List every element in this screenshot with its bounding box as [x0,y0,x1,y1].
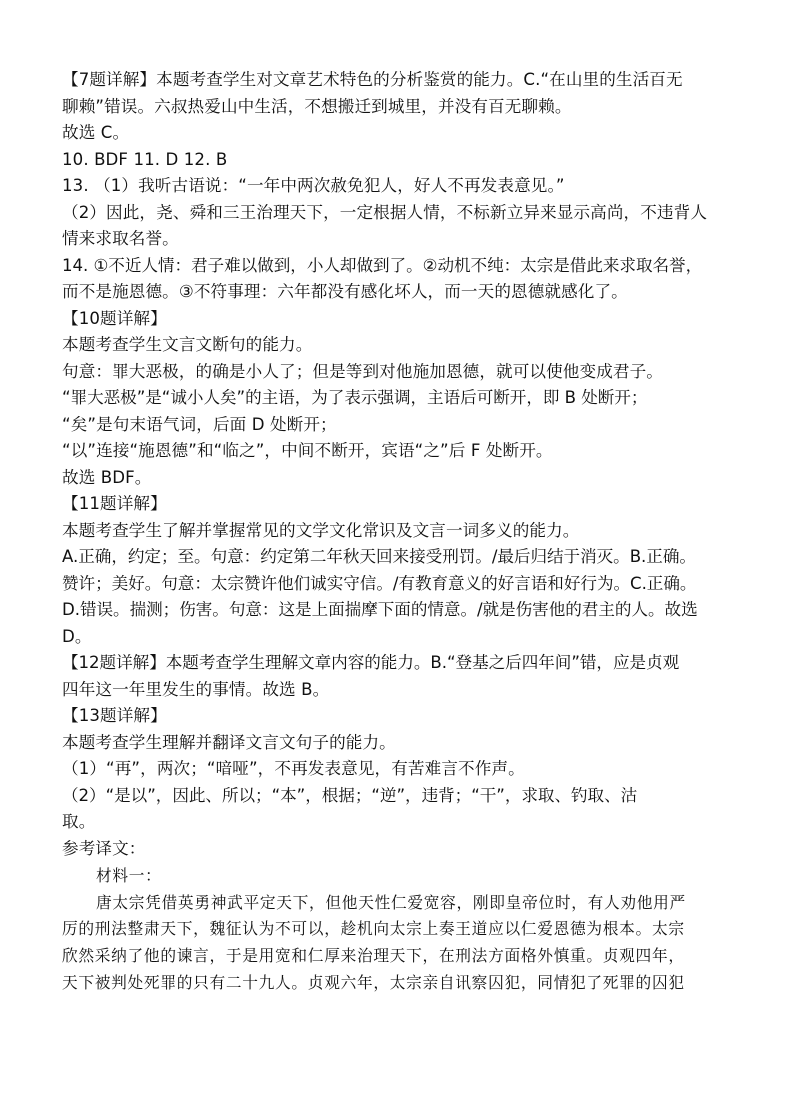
paragraph-line: 【7题详解】本题考查学生对文章艺术特色的分析鉴赏的能力。C.“在山里的生活百无 [62,70,683,89]
paragraph-line: （2）因此，尧、舜和三王治理天下，一定根据人情，不标新立异来显示高尚，不违背人 [62,202,708,222]
paragraph-line: 本题考查学生了解并掌握常见的文学文化常识及文言一词多义的能力。 [62,520,580,540]
paragraph-line: “矣”是句末语气词，后面 D 处断开； [62,414,337,434]
paragraph-line: 四年这一年里发生的事情。故选 B。 [62,679,330,699]
section-heading: 【10题详解】 [62,308,167,328]
paragraph-line: 取。 [62,812,96,831]
paragraph-line: 【12题详解】本题考查学生理解文章内容的能力。B.“登基之后四年间”错，应是贞观 [62,653,680,672]
paragraph-line: D。 [62,626,92,646]
paragraph-line: 而不是施恩德。③不符事理：六年都没有感化坏人，而一天的恩德就感化了。 [62,282,628,301]
paragraph-line: 故选 BDF。 [62,467,152,487]
section-heading: 【13题详解】 [62,706,167,725]
paragraph-line: D.错误。揣测；伤害。句意：这是上面揣摩下面的情意。/就是伤害他的君主的人。故选 [62,600,698,619]
paragraph-line: 本题考查学生理解并翻译文言文句子的能力。 [62,732,396,752]
paragraph-line: A.正确，约定；至。句意：约定第二年秋天回来接受刑罚。/最后归结于消灭。B.正确。 [62,547,696,566]
paragraph-line: （2）“是以”，因此、所以；“本”，根据；“逆”，违背；“干”，求取、钓取、沽 [62,785,638,805]
document-content [62,67,740,997]
paragraph-line: 聊赖”错误。六叔热爱山中生活，不想搬迁到城里，并没有百无聊赖。 [62,96,572,116]
translation-line: 天下被判处死罪的只有二十九人。贞观六年，太宗亲自讯察囚犯，同情犯了死罪的囚犯 [62,972,685,992]
translation-line: 唐太宗凭借英勇神武平定天下，但他天性仁爱宽容，刚即皇帝位时，有人劝他用严 [96,892,686,912]
paragraph-line: 故选 C。 [62,123,130,142]
paragraph-line: 赞许；美好。句意：太宗赞许他们诚实守信。/有教育意义的好言语和好行为。C.正确。 [62,573,697,593]
paragraph-line: 参考译文： [62,838,146,858]
paragraph-line: 本题考查学生文言文断句的能力。 [62,335,313,354]
paragraph-line: 13. （1）我听古语说：“一年中两次赦免犯人，好人不再发表意见。” [62,176,565,195]
paragraph-line: “罪大恶极”是“诚小人矣”的主语，为了表示强调，主语后可断开，即 B 处断开； [62,388,648,407]
paragraph-line: “以”连接“施恩德”和“临之”，中间不断开，宾语“之”后 F 处断开。 [62,441,553,460]
paragraph-line: 14. ①不近人情：君子难以做到，小人却做到了。②动机不纯：太宗是借此来求取名誉， [62,255,703,275]
paragraph-line: （1）“再”，两次；“喑哑”，不再发表意见，有苦难言不作声。 [62,759,525,778]
paragraph-line: 句意：罪大恶极，的确是小人了；但是等到对他施加恩德，就可以使他变成君子。 [62,361,663,381]
material-title: 材料一： [96,866,162,885]
translation-line: 欣然采纳了他的谏言，于是用宽和仁厚来治理天下，在刑法方面格外慎重。贞观四年， [62,946,685,966]
paragraph-line: 情来求取名誉。 [62,229,179,248]
section-heading: 【11题详解】 [62,494,167,513]
translation-line: 厉的刑法整肃天下，魏征认为不可以，趁机向太宗上奏王道应以仁爱恩德为根本。太宗 [62,919,685,939]
translation-block [62,863,740,997]
answer-line: 10. BDF 11. D 12. B [62,149,228,169]
